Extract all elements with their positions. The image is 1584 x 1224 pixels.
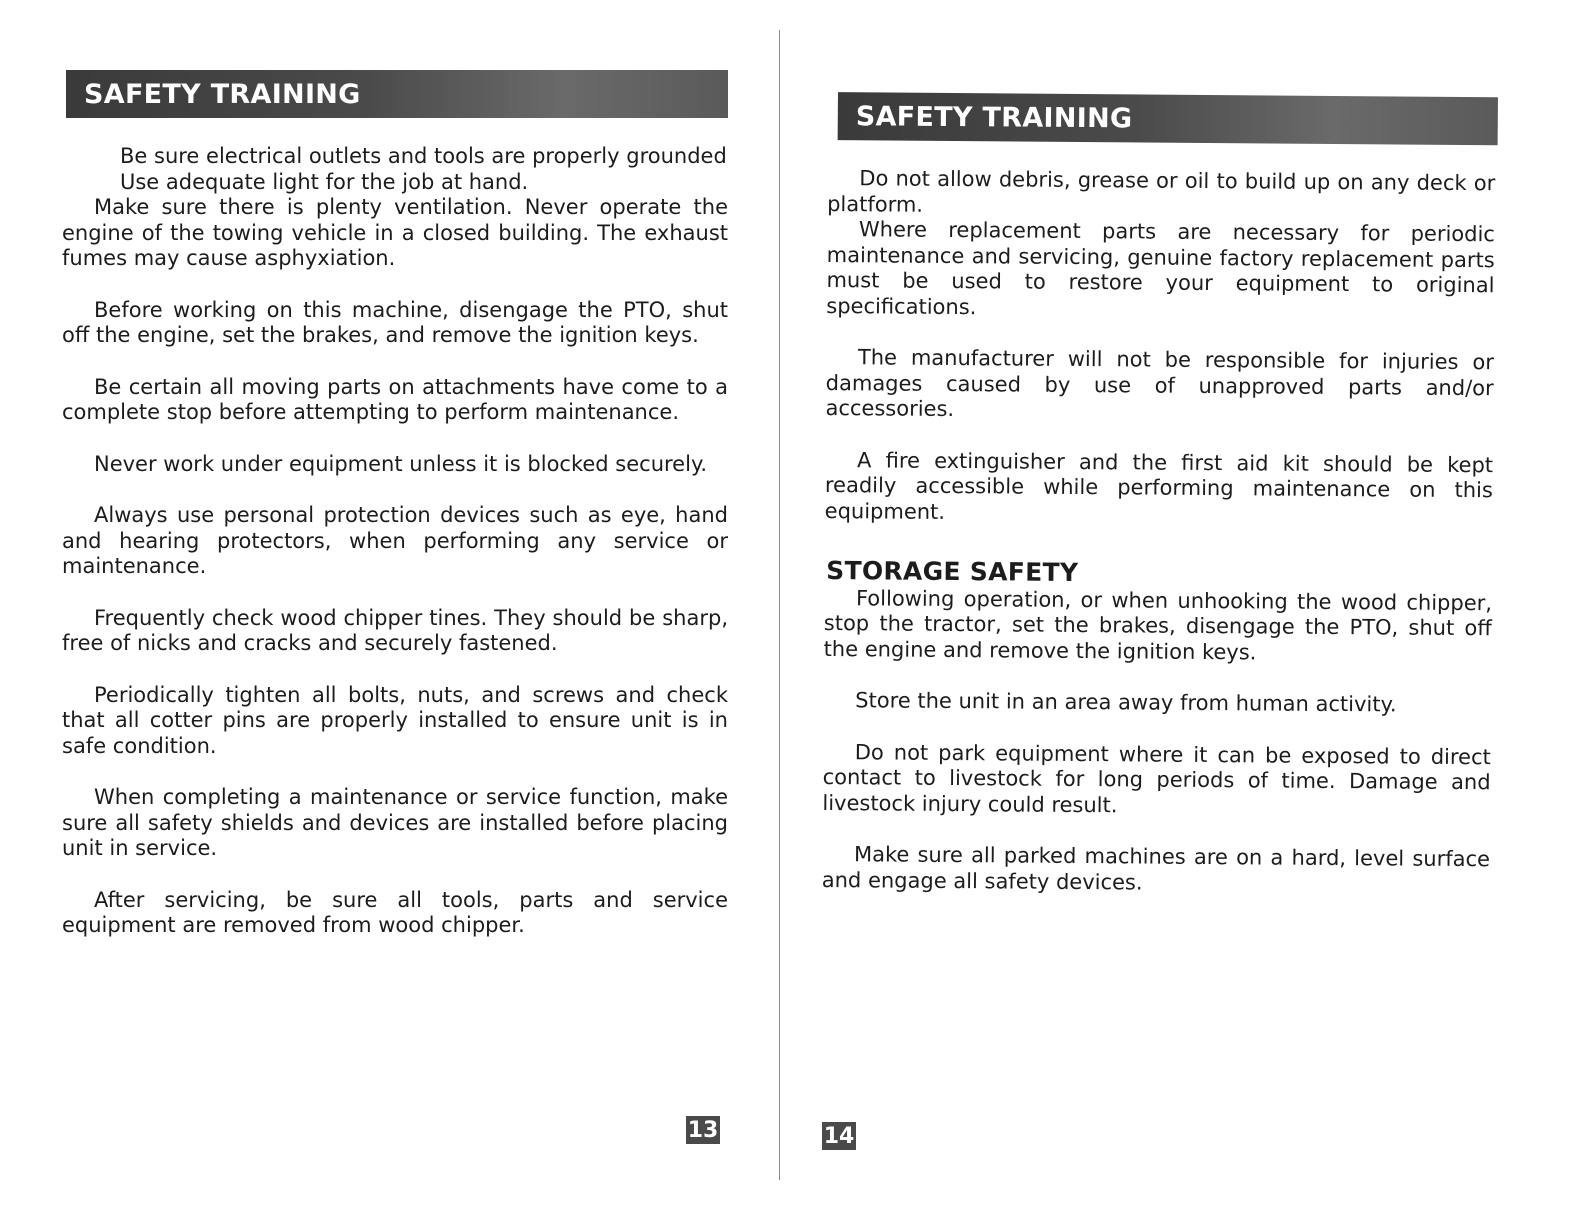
storage-safety-heading: STORAGE SAFETY bbox=[826, 556, 1079, 587]
paragraph-moving-parts: Be certain all moving parts on attachments have come to a complete stop before attempting to perform maintenance. bbox=[62, 374, 728, 424]
paragraph-parked-machines: Make sure all parked machines are on a hard, level surface and engage all safety devices. bbox=[821, 842, 1491, 894]
left-page-header: SAFETY TRAINING bbox=[66, 70, 728, 118]
paragraph-debris: Do not allow debris, grease or oil to build up on any deck or platform. bbox=[827, 166, 1496, 217]
paragraph-protection-devices: Always use personal protection devices such as eye, hand and hearing protectors, when performing any service or maintenance. bbox=[62, 503, 728, 578]
paragraph-unhooking: Following operation, or when unhooking the wood chipper, stop the tractor, set the brakes, disengage the PTO, shut off the engine and remove the ignition keys. bbox=[823, 585, 1493, 664]
paragraph-lighting: Use adequate light for the job at hand. bbox=[120, 169, 529, 194]
left-page bbox=[62, 70, 728, 939]
right-page-header: SAFETY TRAINING bbox=[838, 92, 1498, 145]
paragraph-ventilation: Make sure there is plenty ventilation. Never operate the engine of the towing vehicle in a closed building. The exhaust fumes may cause asphyxiation. bbox=[62, 195, 728, 270]
page-spine-divider bbox=[779, 30, 780, 1180]
right-page-body bbox=[822, 166, 1496, 898]
paragraph-livestock: Do not park equipment where it can be exposed to direct contact to livestock for long periods of time. Damage and livestock injury could result. bbox=[822, 739, 1491, 817]
left-page-body bbox=[62, 144, 728, 939]
page-number-13: 13 bbox=[687, 1117, 719, 1143]
paragraph-store-unit: Store the unit in an area away from human activity. bbox=[855, 688, 1397, 717]
paragraph-after-servicing: After servicing, be sure all tools, parts and service equipment are removed from wood chipper. bbox=[62, 887, 728, 937]
right-page bbox=[822, 92, 1496, 898]
paragraph-chipper-tines: Frequently check wood chipper tines. They should be sharp, free of nicks and cracks and securely fastened. bbox=[62, 605, 728, 655]
paragraph-grounding: Be sure electrical outlets and tools are properly grounded bbox=[120, 144, 727, 168]
paragraph-manufacturer-liability: The manufacturer will not be responsible for injuries or damages caused by use of unapproved parts and/or accessories. bbox=[825, 345, 1494, 422]
paragraph-safety-shields: When completing a maintenance or service function, make sure all safety shields and devices are installed before placing unit in service. bbox=[62, 785, 728, 860]
paragraph-fire-extinguisher: A fire extinguisher and the first aid kit should be kept readily accessible while performing maintenance on this equipment. bbox=[824, 447, 1494, 524]
paragraph-disengage-pto: Before working on this machine, disengage the PTO, shut off the engine, set the brakes, and remove the ignition keys. bbox=[62, 297, 728, 347]
page-number-14: 14 bbox=[823, 1123, 855, 1149]
paragraph-blocked-securely: Never work under equipment unless it is blocked securely. bbox=[94, 451, 708, 476]
paragraph-replacement-parts: Where replacement parts are necessary for periodic maintenance and servicing, genuine factory replacement parts must be used to restore your equipment to original specifications. bbox=[826, 217, 1495, 319]
paragraph-tighten-bolts: Periodically tighten all bolts, nuts, and screws and check that all cotter pins are properly installed to ensure unit is in safe condition. bbox=[62, 682, 728, 758]
